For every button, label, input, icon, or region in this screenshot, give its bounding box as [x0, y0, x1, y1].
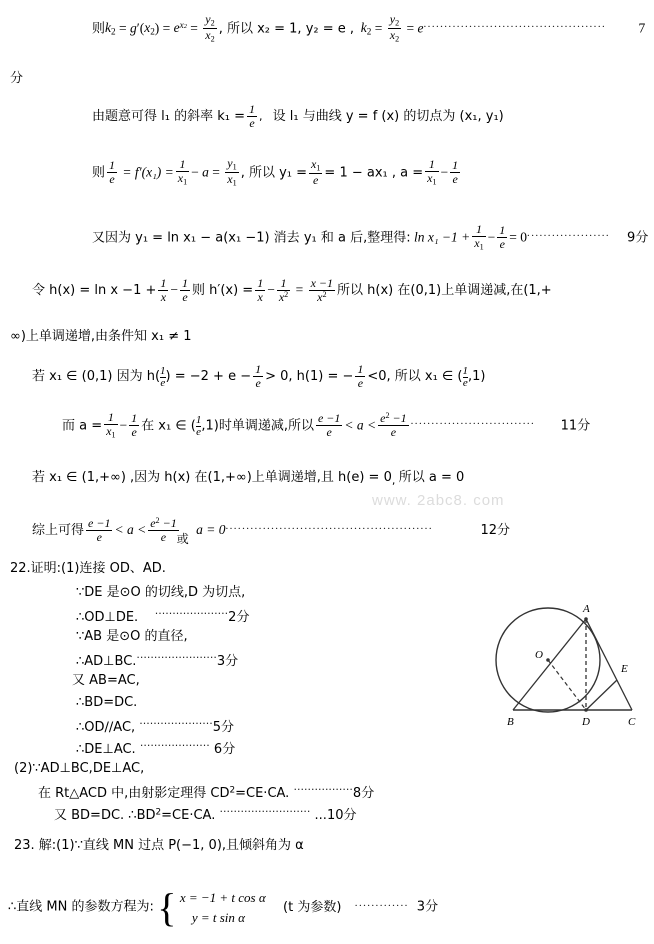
- p22-part2-line2-tail: =CE·CA.: [235, 786, 290, 801]
- line1-score: 7: [638, 20, 646, 36]
- eq-bottom: y = t sin α: [191, 909, 245, 925]
- brace-system: [157, 884, 266, 930]
- p22-row-3-text: ∴AD⊥BC.: [76, 654, 137, 669]
- line1-mid: , 所以 x₂ = 1, y₂ = e ,: [218, 21, 355, 37]
- line8-m2: > 0, h(1) = −: [265, 369, 354, 385]
- solution-line-11: 综上可得 $\frac{e -1}{e}$ < a < $\frac{e^2 -1}{e}$ 或 a = 0.................................................. 12分: [32, 516, 511, 547]
- solution-line-7: ∞)上单调递增,由条件知 x₁ ≠ 1: [10, 329, 192, 344]
- leader-dots: ·····················: [139, 718, 213, 729]
- p22-row-4-text: 又 AB=AC,: [72, 673, 140, 688]
- p22-row-7: [76, 740, 235, 756]
- line10-text: 若 x₁ ∈ (1,+∞) ,因为 h(x) 在(1,+∞)上单调递增,且 h(e) = 0: [32, 470, 392, 485]
- label-B: B: [507, 716, 514, 728]
- p22-row-1-text: ∴OD⊥DE.: [76, 610, 139, 625]
- leader-dots: ....................: [527, 228, 611, 240]
- line11-score: 12分: [480, 523, 511, 539]
- center-point-O: [546, 658, 550, 662]
- solution-line-5: 又因为 y₁ = ln x₁ − a(x₁ −1) 消去 y₁ 和 a 后,整理得: ln x₁ −1 + $\frac{1}{x1}$ − $\frac{1}{e}$ = 0.................... 9分: [92, 222, 649, 251]
- circle-geometry-diagram: [480, 598, 650, 730]
- line4-so: , 所以 y₁ =: [240, 165, 308, 181]
- p22-row-2-text: ∵AB 是⊙O 的直径,: [76, 629, 188, 644]
- p23-score: 3分: [416, 899, 439, 915]
- problem-23-line2: [8, 884, 439, 930]
- leader-dots: ··························: [219, 806, 311, 817]
- line6-then: 则 h′(x) =: [192, 283, 254, 299]
- p22-part2-line3-score: ...10分: [314, 808, 357, 823]
- point-A: [584, 617, 588, 621]
- p22-part2-line3-text: 又 BD=DC. ∴BD: [54, 808, 156, 823]
- label-E: E: [621, 663, 628, 675]
- problem-23-line1: [14, 838, 304, 852]
- line9-score: 11分: [560, 418, 591, 434]
- line8-m1: ) = −2 + e −: [165, 369, 252, 385]
- label-C: C: [628, 716, 636, 728]
- p22-part2-line3-tail: =CE·CA.: [161, 808, 216, 823]
- p22-row-6-score: 5分: [212, 720, 235, 735]
- p23-line2-lead: ∴直线 MN 的参数方程为:: [8, 899, 154, 915]
- line5-lead: 又因为 y₁ = ln x₁ − a(x₁ −1) 消去 y₁ 和 a 后,整理得:: [92, 230, 411, 246]
- label-O: O: [535, 649, 543, 661]
- leader-dots: ..............................: [410, 416, 536, 428]
- segment-DE: [586, 680, 617, 710]
- point-D: [584, 708, 588, 712]
- leader-dots: .............: [354, 897, 409, 909]
- p22-row-0: [76, 586, 245, 599]
- line9-mid: 在 x₁ ∈ (: [141, 418, 196, 434]
- solution-line-4: 则 $\frac{1}{e}$ = f′(x₁) = $\frac{1}{x1}$ − a = $\frac{y1}{x1}$ , 所以 y₁ = $\frac{x1}{e}$ = 1 − ax₁ , a = $\frac{1}{x1}$ − $\frac{1}{e}$: [92, 156, 459, 188]
- line9-mid2: ,1)时单调递减,所以: [201, 418, 314, 434]
- line4-eq: = 1 − ax₁ , a =: [324, 165, 424, 181]
- line4-mid: = f′(x₁) =: [122, 164, 174, 180]
- line5-eq: ln x₁ −1 +: [413, 229, 471, 245]
- fen-wrap: 分: [10, 71, 24, 86]
- p22-row-5: [76, 696, 137, 709]
- p22-part2-line1: (2)∵AD⊥BC,DE⊥AC,: [14, 761, 145, 776]
- p22-row-0-text: ∵DE 是⊙O 的切线,D 为切点,: [76, 585, 246, 600]
- solution-line-10: [32, 470, 465, 487]
- line10-comma: ,: [391, 474, 396, 487]
- line3-text: 由题意可得 l₁ 的斜率 k₁ =: [92, 109, 245, 125]
- left-brace: {: [157, 884, 177, 930]
- leader-dots: ............................................: [423, 19, 607, 31]
- leader-dots: ····················: [139, 740, 210, 751]
- line11-a0: a = 0: [196, 522, 226, 538]
- p23-note: (t 为参数): [283, 899, 342, 915]
- leader-dots: ..................................................: [225, 521, 433, 533]
- solution-line-8: 若 x₁ ∈ (0,1) 因为 h( $\frac{1}{e}$ ) = −2 + e − $\frac{1}{e}$ > 0, h(1) = − $\frac{1}{e}$ <0, 所以 x₁ ∈ ( $\frac{1}{e}$ ,1): [32, 362, 486, 390]
- p22-row-7-text: ∴DE⊥AC.: [76, 742, 136, 757]
- line10-tail: 所以 a = 0: [398, 470, 465, 485]
- p22-row-7-score: 6分: [213, 742, 236, 757]
- line11-or: 或: [176, 532, 189, 547]
- line6-tail: 所以 h(x) 在(0,1)上单调递减,在(1,+: [337, 283, 552, 299]
- line1-prefix: 则: [92, 21, 106, 37]
- line11-lt: < a <: [114, 522, 147, 538]
- p22-row-3-score: 3分: [216, 654, 239, 669]
- line9-lt1: < a <: [344, 417, 377, 433]
- line5-zero: = 0: [509, 229, 528, 245]
- line5-score: 9分: [627, 230, 649, 246]
- p22-row-1-score: 2分: [228, 610, 250, 625]
- p22-row-2: [76, 630, 188, 643]
- leader-dots: ·····················: [154, 608, 229, 619]
- line8-end: ,1): [468, 369, 486, 385]
- solution-line-9: 而 a = $\frac{1}{x1}$ − $\frac{1}{e}$ 在 x₁ ∈ ( $\frac{1}{e}$ ,1)时单调递减,所以 $\frac{e -1}{e}$ < a < $\frac{e^2 -1}{e}$ .............................. 11分: [62, 410, 591, 439]
- line4-lead: 则: [92, 165, 106, 181]
- label-A: A: [583, 603, 590, 615]
- line3-text2: 设 l₁ 与曲线 y = f (x) 的切点为 (x₁, y₁): [272, 109, 504, 125]
- p22-row-1: [76, 608, 249, 624]
- line9-lead: 而 a =: [62, 418, 103, 434]
- p22-row-6-text: ∴OD∕∕AC,: [76, 720, 136, 735]
- p22-row-6: [76, 718, 234, 734]
- p22-part2-line2-text: 在 Rt△ACD 中,由射影定理得 CD: [38, 786, 230, 801]
- p22-row-5-text: ∴BD=DC.: [76, 695, 138, 710]
- line6-lead: 令 h(x) = ln x −1 +: [32, 283, 157, 299]
- solution-line-1: 则$k2 = g'(x2) = e^{x2}$ = $\frac{y2}{x2}$ , 所以 x₂ = 1, y₂ = e , k2 = $\frac{y2}{x2}$ = e............................................ 7: [92, 12, 646, 44]
- p22-row-4: [72, 674, 140, 687]
- segment-OD-dashed: [548, 660, 586, 710]
- p22-row-3: [76, 652, 238, 668]
- label-D: D: [582, 716, 590, 728]
- equations-stack: [180, 888, 266, 927]
- line8-lead: 若 x₁ ∈ (0,1) 因为 h(: [32, 369, 161, 385]
- p22-part2-line2-score: 8分: [352, 786, 375, 801]
- leader-dots: ·················: [293, 784, 353, 795]
- line8-m3: <0, 所以 x₁ ∈ (: [367, 369, 463, 385]
- problem-22-title: 22.证明:(1)连接 OD、AD.: [10, 561, 166, 576]
- p22-part2-line2: 在 Rt△ACD 中,由射影定理得 $CD^2=CE\cdot CA$. ·················8分: [38, 784, 375, 801]
- p22-part2-line3: 又 BD=DC. $\therefore BD^2=CE\cdot CA$. ·························· ...10分: [54, 806, 357, 823]
- line11-lead: 综上可得: [32, 523, 85, 539]
- watermark: www. 2abc8. com: [372, 492, 505, 509]
- solution-line-3: 由题意可得 l₁ 的斜率 k₁ = $\frac{1}{e}$ , 设 l₁ 与曲线 y = f (x) 的切点为 (x₁, y₁): [92, 102, 504, 130]
- p23-line1-text: 23. 解:(1)∵直线 MN 过点 P(−1, 0),且倾斜角为 α: [14, 838, 304, 853]
- eq-top: x = −1 + t cos α: [179, 890, 266, 905]
- solution-line-6: 令 h(x) = ln x −1 + $\frac{1}{x}$ − $\frac{1}{e}$ 则 h′(x) = $\frac{1}{x}$ − $\frac{1}{x^2}$ = $\frac{x -1}{x^2}$ 所以 h(x) 在(0,1)上单调递减,在(1,+: [32, 276, 552, 304]
- leader-dots: ·······················: [136, 652, 217, 663]
